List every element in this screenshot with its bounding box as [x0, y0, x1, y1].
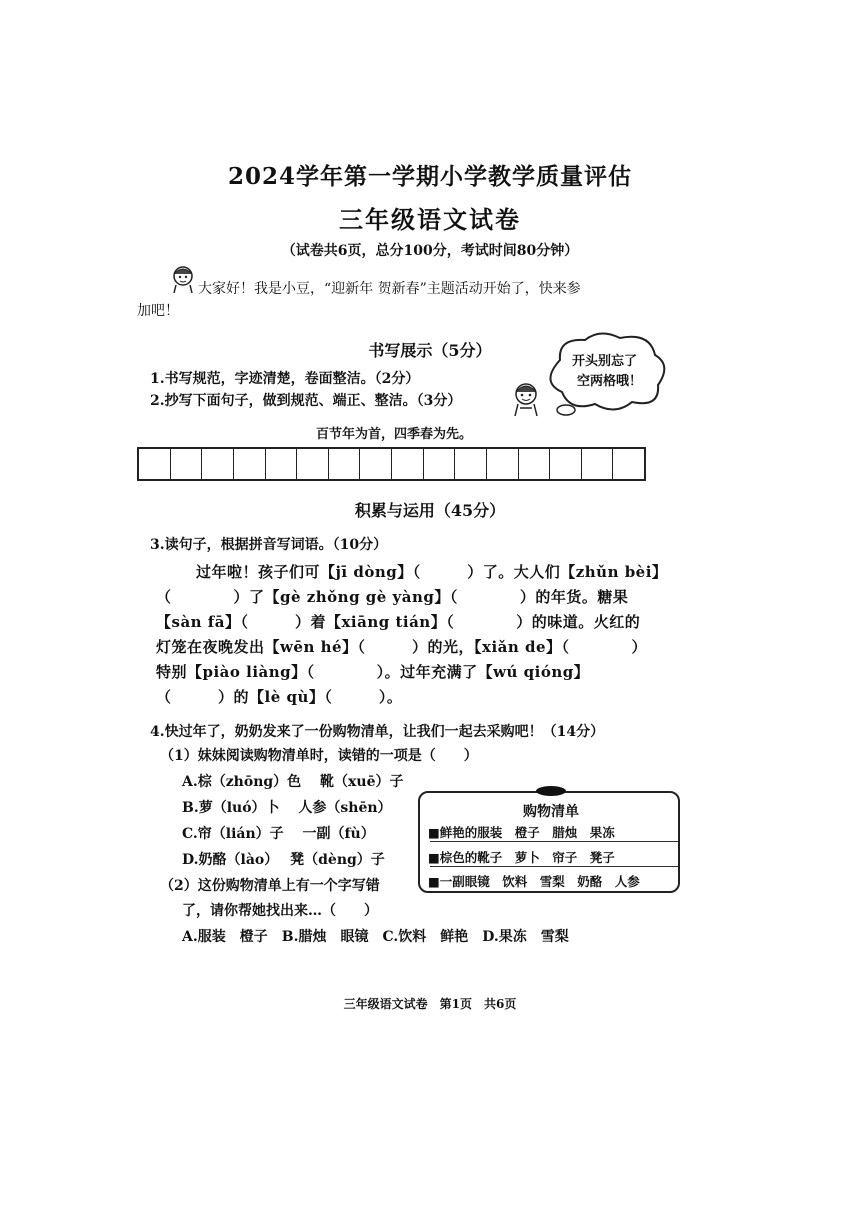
grid-cell[interactable] [582, 449, 614, 479]
question-4-2-cont: 了，请你帮她找出来…（ ） [182, 903, 378, 919]
section-title-usage: 积累与运用（45分） [354, 501, 506, 520]
grid-cell[interactable] [360, 449, 392, 479]
passage-line: 【sàn fā】（ ）着【xiāng tián】（ ）的味道。火红的 [156, 613, 641, 631]
shopping-list-row: ■一副眼镜 饮料 雪梨 奶酪 人参 [428, 874, 640, 889]
grid-cell[interactable] [171, 449, 203, 479]
question-2: 2.抄写下面句子，做到规范、端正、整洁。（3分） [150, 393, 462, 409]
grid-cell[interactable] [487, 449, 519, 479]
grid-cell[interactable] [392, 449, 424, 479]
divider [430, 866, 678, 867]
question-4: 4.快过年了，奶奶发来了一份购物清单，让我们一起去采购吧！（14分） [150, 724, 605, 740]
option-c: C.帘（lián）子 一副（fù） [182, 826, 375, 842]
grid-cell[interactable] [266, 449, 298, 479]
question-1: 1.书写规范，字迹清楚，卷面整洁。（2分） [150, 371, 420, 387]
passage-line: 过年啦！孩子们可【jī dòng】（ ）了。大人们【zhǔn bèi】 [196, 563, 668, 581]
question-3: 3.读句子，根据拼音写词语。（10分） [150, 537, 388, 553]
options-4-2: A.服装 橙子 B.腊烛 眼镜 C.饮料 鲜艳 D.果冻 雪梨 [182, 929, 569, 945]
passage-line: 灯笼在夜晚发出【wēn hé】（ ）的光，【xiǎn de】（ ） [156, 638, 648, 656]
greeting-line-1: 大家好！我是小豆，“迎新年 贺新春”主题活动开始了，快来参 [198, 281, 581, 297]
question-4-1: （1）妹妹阅读购物清单时，读错的一项是（ ） [160, 748, 478, 764]
grid-cell[interactable] [329, 449, 361, 479]
grid-cell[interactable] [455, 449, 487, 479]
grid-cell[interactable] [297, 449, 329, 479]
passage-line: 特别【piào liàng】（ ）。过年充满了【wú qióng】 [156, 663, 590, 681]
pin-icon [534, 785, 568, 797]
grid-cell[interactable] [139, 449, 171, 479]
bubble-text-1: 开头别忘了 [572, 354, 638, 369]
girl-mascot-icon [508, 378, 544, 418]
grid-cell[interactable] [424, 449, 456, 479]
section-title-writing: 书写展示（5分） [368, 341, 492, 360]
exam-title: 2024学年第一学期小学教学质量评估 [227, 163, 632, 190]
passage-line: （ ）了【gè zhǒng gè yàng】（ ）的年货。糖果 [156, 588, 629, 606]
shopping-list-title: 购物清单 [523, 804, 579, 820]
divider [430, 841, 678, 842]
page-footer: 三年级语文试卷 第1页 共6页 [343, 997, 517, 1011]
exam-subtitle: 三年级语文试卷 [339, 205, 521, 234]
writing-grid[interactable] [137, 447, 646, 481]
girl-mascot-icon [168, 262, 198, 294]
option-d: D.奶酪（lào） 凳（dèng）子 [182, 852, 385, 868]
exam-note: （试卷共6页，总分100分，考试时间80分钟） [281, 243, 579, 259]
bubble-text-2: 空两格哦！ [577, 374, 643, 389]
copy-sentence: 百节年为首，四季春为先。 [316, 427, 473, 442]
grid-cell[interactable] [202, 449, 234, 479]
shopping-list-card [418, 791, 680, 893]
question-4-2: （2）这份购物清单上有一个字写错 [160, 878, 380, 894]
shopping-list-row: ■棕色的靴子 萝卜 帘子 凳子 [428, 850, 615, 865]
grid-cell[interactable] [613, 449, 644, 479]
greeting-line-2: 加吧！ [137, 303, 179, 319]
option-a: A.棕（zhōng）色 靴（xuē）子 [182, 774, 404, 790]
shopping-list-row: ■鲜艳的服装 橙子 腊烛 果冻 [428, 825, 615, 840]
grid-cell[interactable] [550, 449, 582, 479]
passage-line: （ ）的【lè qù】（ ）。 [156, 688, 403, 706]
option-b: B.萝（luó）卜 人参（shēn） [182, 800, 392, 816]
grid-cell[interactable] [234, 449, 266, 479]
grid-cell[interactable] [519, 449, 551, 479]
